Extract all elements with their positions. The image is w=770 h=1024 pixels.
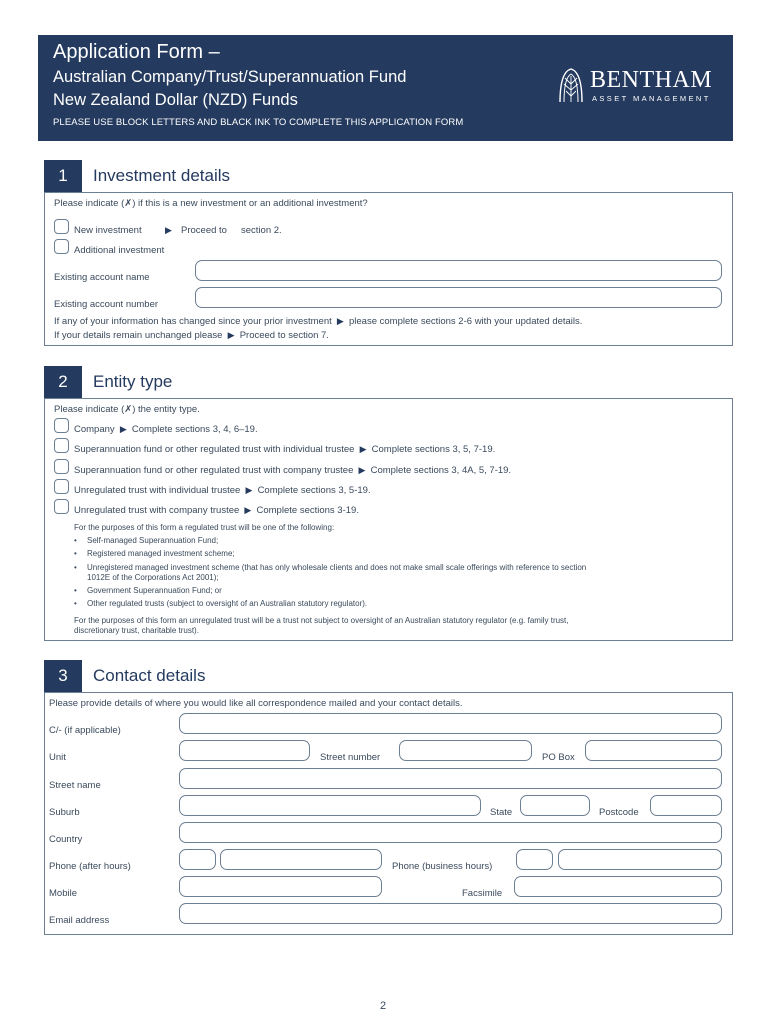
facsimile-label: Facsimile	[462, 888, 503, 899]
entity-option-label: Unregulated trust with company trustee	[74, 505, 240, 516]
state-field[interactable]	[520, 795, 590, 816]
entity-option-action: Complete	[131, 424, 173, 435]
entity-option-sections: sections 3, 5-19.	[300, 485, 371, 496]
entity-option-sections: sections 3, 4, 6–19.	[175, 424, 258, 435]
entity-option-sections: sections 3, 5, 7-19.	[414, 444, 496, 455]
arrow-right-icon: ▶	[356, 465, 368, 475]
entity-option-label: Superannuation fund or other regulated trust with individual trustee	[74, 444, 355, 455]
regulated-intro-c: will be one of the following:	[238, 523, 335, 532]
existing-account-number-label: Existing account number	[54, 299, 159, 310]
bullet-icon: •	[74, 563, 77, 572]
entity-option-action: Complete	[257, 485, 299, 496]
arrow-right-icon: ▶	[334, 316, 347, 326]
form-title: Application Form –	[53, 41, 220, 63]
street-number-label: Street number	[320, 752, 381, 763]
changed-note-suffix: please complete	[348, 316, 419, 327]
unregulated-c: will be a trust not subject to oversight of an Australian statutory regulator (e.g. family trust,	[251, 616, 569, 625]
regulated-intro-a: For the purposes of this form a	[74, 523, 183, 532]
existing-account-name-label: Existing account name	[54, 272, 150, 283]
bullet-icon: •	[74, 536, 77, 545]
bullet-icon: •	[74, 586, 77, 595]
bentham-tree-logo-icon	[558, 66, 584, 104]
changed-note	[54, 316, 582, 327]
care-of-label: C/- (if applicable)	[49, 725, 121, 736]
entity-option	[74, 465, 511, 476]
section-3-title: Contact details	[93, 666, 206, 685]
unit-field[interactable]	[179, 740, 310, 761]
arrow-right-icon: ▶	[165, 225, 172, 235]
phone-after-hours-field[interactable]	[220, 849, 382, 870]
phone-after-hours-area-code-field[interactable]	[179, 849, 216, 870]
unregulated-trust-definition	[74, 616, 569, 625]
entity-option-action: Complete	[256, 505, 298, 516]
mobile-label: Mobile	[49, 888, 77, 899]
section-2-prompt: Please indicate (✗) the entity type.	[54, 404, 200, 415]
entity-option	[74, 424, 258, 435]
section-1-title: Investment details	[93, 166, 231, 185]
bullet-icon: •	[74, 599, 77, 608]
po-box-label: PO Box	[542, 752, 575, 763]
entity-unregulated-individual-checkbox[interactable]	[54, 479, 69, 494]
facsimile-field[interactable]	[514, 876, 722, 897]
arrow-right-icon: ▶	[241, 505, 254, 515]
entity-option-label: Unregulated trust with individual trustee	[74, 485, 241, 496]
existing-account-number-field[interactable]	[195, 287, 722, 308]
state-label: State	[490, 807, 513, 818]
street-name-field[interactable]	[179, 768, 722, 789]
entity-option	[74, 444, 495, 455]
entity-option-action: Complete	[370, 465, 412, 476]
additional-investment-checkbox[interactable]	[54, 239, 69, 254]
entity-option	[74, 485, 371, 496]
street-number-field[interactable]	[399, 740, 532, 761]
changed-note-sections: sections 2-6	[420, 316, 473, 327]
phone-business-area-code-field[interactable]	[516, 849, 553, 870]
street-name-label: Street name	[49, 780, 101, 791]
existing-account-name-field[interactable]	[195, 260, 722, 281]
arrow-right-icon: ▶	[117, 424, 130, 434]
unchanged-note-section: section 7.	[288, 330, 329, 341]
po-box-field[interactable]	[585, 740, 722, 761]
form-subtitle-currency: New Zealand Dollar (NZD) Funds	[53, 91, 298, 109]
form-instruction: PLEASE USE BLOCK LETTERS AND BLACK INK TO COMPLETE THIS APPLICATION FORM	[53, 117, 464, 128]
unregulated-b: unregulated trust	[189, 616, 250, 625]
changed-note-tail: with your updated details.	[474, 316, 583, 327]
unchanged-note-suffix: Proceed to	[239, 330, 286, 341]
country-label: Country	[49, 834, 83, 845]
form-header	[38, 35, 733, 141]
suburb-label: Suburb	[49, 807, 80, 818]
new-investment-label: New investment	[74, 225, 142, 236]
bullet-icon: •	[74, 549, 77, 558]
additional-investment-label: Additional investment	[74, 245, 165, 256]
phone-business-hours-field[interactable]	[558, 849, 722, 870]
proceed-label: Proceed to	[181, 225, 227, 236]
section-2-title: Entity type	[93, 372, 173, 391]
new-investment-checkbox[interactable]	[54, 219, 69, 234]
entity-option-sections: sections 3, 4A, 5, 7-19.	[413, 465, 512, 476]
section-3-prompt: Please provide details of where you would like all correspondence mailed and your contact details.	[49, 698, 463, 709]
entity-option-label: Superannuation fund or other regulated trust with company trustee	[74, 465, 354, 476]
regulated-intro-b: regulated trust	[185, 523, 237, 532]
entity-unregulated-company-checkbox[interactable]	[54, 499, 69, 514]
proceed-section: section 2.	[241, 225, 282, 236]
arrow-right-icon: ▶	[242, 485, 255, 495]
arrow-right-icon: ▶	[225, 330, 238, 340]
unregulated-trust-definition-end: discretionary trust, charitable trust).	[74, 626, 199, 635]
page-number: 2	[380, 1000, 387, 1012]
entity-option-label: Company	[74, 424, 115, 435]
suburb-field[interactable]	[179, 795, 481, 816]
entity-option	[74, 505, 359, 516]
email-label: Email address	[49, 915, 110, 926]
entity-option-action: Complete	[371, 444, 413, 455]
list-item: Other regulated trusts (subject to oversight of an Australian statutory regulator).	[87, 599, 368, 608]
unit-label: Unit	[49, 752, 66, 763]
phone-business-hours-label: Phone (business hours)	[392, 861, 493, 872]
care-of-field[interactable]	[179, 713, 722, 734]
unregulated-a: For the purposes of this form an	[74, 616, 188, 625]
section-1-number: 1	[44, 160, 82, 192]
logo-tagline: ASSET MANAGEMENT	[592, 94, 711, 103]
phone-after-hours-label: Phone (after hours)	[49, 861, 131, 872]
changed-note-prefix: If any of your information has changed since your prior investment	[54, 316, 332, 327]
entity-super-individual-checkbox[interactable]	[54, 438, 69, 453]
unchanged-note	[54, 330, 329, 341]
list-item: Unregistered managed investment scheme (that has only wholesale clients and does not make small scale offerings with reference to section	[87, 563, 587, 572]
country-field[interactable]	[179, 822, 722, 843]
list-item-continued: 1012E of the Corporations Act 2001);	[87, 573, 219, 582]
section-2-number: 2	[44, 366, 82, 398]
regulated-trust-intro	[74, 523, 334, 532]
section-1-prompt: Please indicate (✗) if this is a new investment or an additional investment?	[54, 198, 368, 209]
list-item: Registered managed investment scheme;	[87, 549, 235, 558]
unchanged-note-prefix: If your details remain unchanged please	[54, 330, 223, 341]
form-subtitle-entity: Australian Company/Trust/Superannuation Fund	[53, 68, 407, 86]
postcode-field[interactable]	[650, 795, 722, 816]
mobile-field[interactable]	[179, 876, 382, 897]
entity-option-sections: sections 3-19.	[299, 505, 359, 516]
arrow-right-icon: ▶	[357, 444, 370, 454]
list-item: Government Superannuation Fund; or	[87, 586, 222, 595]
list-item: Self-managed Superannuation Fund;	[87, 536, 219, 545]
entity-super-company-checkbox[interactable]	[54, 459, 69, 474]
email-field[interactable]	[179, 903, 722, 924]
logo-wordmark: BENTHAM	[590, 67, 713, 93]
postcode-label: Postcode	[599, 807, 639, 818]
entity-company-checkbox[interactable]	[54, 418, 69, 433]
section-3-number: 3	[44, 660, 82, 692]
